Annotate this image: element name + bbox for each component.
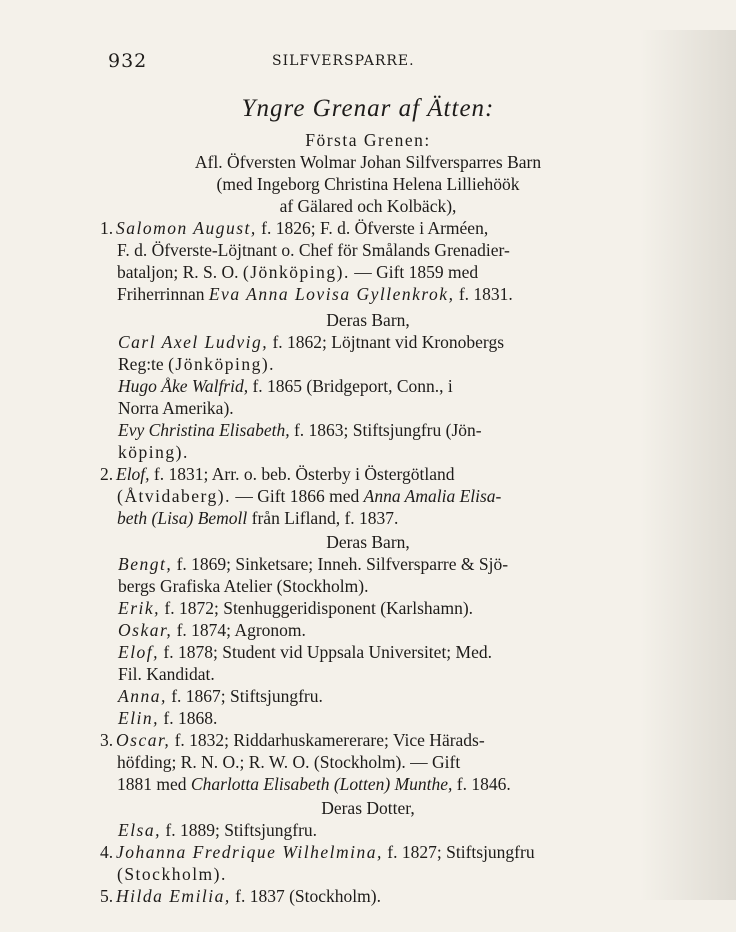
person-name: Carl Axel Ludvig,: [118, 332, 269, 352]
person-name: Elin,: [118, 708, 160, 728]
entry-text: — Gift 1866 med: [230, 486, 364, 506]
entry-text: f. 1889; Stiftsjungfru.: [161, 820, 318, 840]
entry-text: Friherrinnan: [117, 284, 209, 304]
entry-text: f. 1826; F. d. Öfverste i Arméen,: [256, 218, 489, 238]
child-line: [118, 554, 508, 574]
running-head: SILFVERSPARRE.: [272, 53, 415, 69]
ancestry-line: Afl. Öfversten Wolmar Johan Silfversparres Barn: [194, 152, 542, 172]
entry-number: 2.: [100, 464, 114, 484]
child-line: [118, 620, 306, 640]
entry-text: f. 1831; Arr. o. beb. Österby i Östergötland: [149, 464, 455, 484]
ancestry-line: af Gälared och Kolbäck),: [279, 196, 457, 216]
place-name: (Jönköping).: [168, 354, 276, 374]
children-heading: Deras Dotter,: [321, 798, 415, 818]
section-title: Yngre Grenar af Ätten:: [241, 95, 495, 122]
entry-line: [117, 486, 501, 506]
entry-text: bataljon; R. S. O.: [117, 262, 243, 282]
person-name: Elof,: [118, 642, 160, 662]
entry-text: f. 1865 (Bridgeport, Conn., i: [248, 376, 453, 396]
entry-text: f. 1837 (Stockholm).: [230, 886, 381, 906]
entry-line: höfding; R. N. O.; R. W. O. (Stockholm). — Gift: [117, 752, 461, 772]
entry-text: f. 1863; Stiftsjungfru (Jön-: [289, 420, 482, 440]
place-name: (Åtvidaberg).: [117, 486, 231, 506]
entry-line: [100, 730, 485, 750]
entry-line: F. d. Öfverste-Löjtnant o. Chef för Smålands Grenadier-: [117, 240, 510, 260]
person-name: Johanna Fredrique Wilhelmina,: [116, 842, 383, 862]
entry-line: (Stockholm).: [117, 864, 227, 884]
entry-text: f. 1872; Stenhuggeridisponent (Karlshamn).: [160, 598, 474, 618]
entry-text: f. 1869; Sinketsare; Inneh. Silfversparre & Sjö-: [172, 554, 509, 574]
entry-line: [117, 774, 511, 794]
child-line: [118, 642, 492, 662]
entry-line: [117, 284, 513, 304]
person-name: Elsa,: [118, 820, 161, 840]
child-line: [118, 598, 473, 618]
entry-text: f. 1874; Agronom.: [172, 620, 306, 640]
spouse-name: Charlotta Elisabeth (Lotten) Munthe,: [190, 774, 453, 794]
entry-number: 4.: [100, 842, 114, 862]
spouse-name: Anna Amalia Elisa-: [363, 486, 502, 506]
child-line: Fil. Kandidat.: [118, 664, 215, 684]
entry-text: från Lifland, f. 1837.: [247, 508, 399, 528]
person-name: Evy Christina Elisabeth,: [118, 420, 290, 440]
entry-line: [100, 218, 488, 238]
person-name: Bengt,: [118, 554, 173, 574]
child-line: [118, 332, 504, 352]
entry-text: — Gift 1859 med: [349, 262, 479, 282]
entry-text: f. 1846.: [452, 774, 511, 794]
entry-text: f. 1832; Riddarhuskamererare; Vice Härads-: [170, 730, 485, 750]
person-name: Anna,: [118, 686, 167, 706]
child-line: köping).: [118, 442, 189, 462]
entry-text: Reg:te: [118, 354, 169, 374]
child-line: [118, 376, 453, 396]
child-line: [118, 354, 275, 374]
entry-text: f. 1867; Stiftsjungfru.: [166, 686, 323, 706]
child-line: [118, 820, 317, 840]
child-line: [118, 420, 482, 440]
entry-number: 3.: [100, 730, 114, 750]
entry-text: f. 1878; Student vid Uppsala Universitet; Med.: [159, 642, 492, 662]
ancestry-line: (med Ingeborg Christina Helena Lilliehöök: [216, 174, 520, 194]
person-name: Hugo Åke Walfrid,: [118, 376, 249, 396]
person-name: Salomon August,: [116, 218, 257, 238]
entry-number: 1.: [100, 218, 114, 238]
branch-heading: Första Grenen:: [305, 130, 431, 150]
entry-text: f. 1831.: [454, 284, 513, 304]
entry-number: 5.: [100, 886, 114, 906]
spouse-name: Eva Anna Lovisa Gyllenkrok,: [208, 284, 455, 304]
entry-line: [117, 508, 398, 528]
child-line: [118, 686, 323, 706]
children-heading: Deras Barn,: [326, 532, 410, 552]
entry-line: [100, 842, 535, 862]
person-name: Oscar,: [116, 730, 171, 750]
entry-text: f. 1868.: [159, 708, 218, 728]
entry-line: [117, 262, 478, 282]
spouse-name: beth (Lisa) Bemoll: [117, 508, 248, 528]
entry-text: 1881 med: [117, 774, 191, 794]
place-name: (Jönköping).: [242, 262, 350, 282]
person-name: Hilda Emilia,: [116, 886, 231, 906]
child-line: [118, 708, 217, 728]
child-line: Norra Amerika).: [118, 398, 234, 418]
children-heading: Deras Barn,: [326, 310, 410, 330]
entry-line: [100, 886, 381, 906]
page-number: 932: [108, 50, 148, 72]
person-name: Oskar,: [118, 620, 173, 640]
entry-line: [100, 464, 454, 484]
person-name: Erik,: [118, 598, 161, 618]
entry-text: f. 1827; Stiftsjungfru: [382, 842, 535, 862]
child-line: bergs Grafiska Atelier (Stockholm).: [118, 576, 369, 596]
entry-text: f. 1862; Löjtnant vid Kronobergs: [268, 332, 505, 352]
person-name: Elof,: [116, 464, 150, 484]
